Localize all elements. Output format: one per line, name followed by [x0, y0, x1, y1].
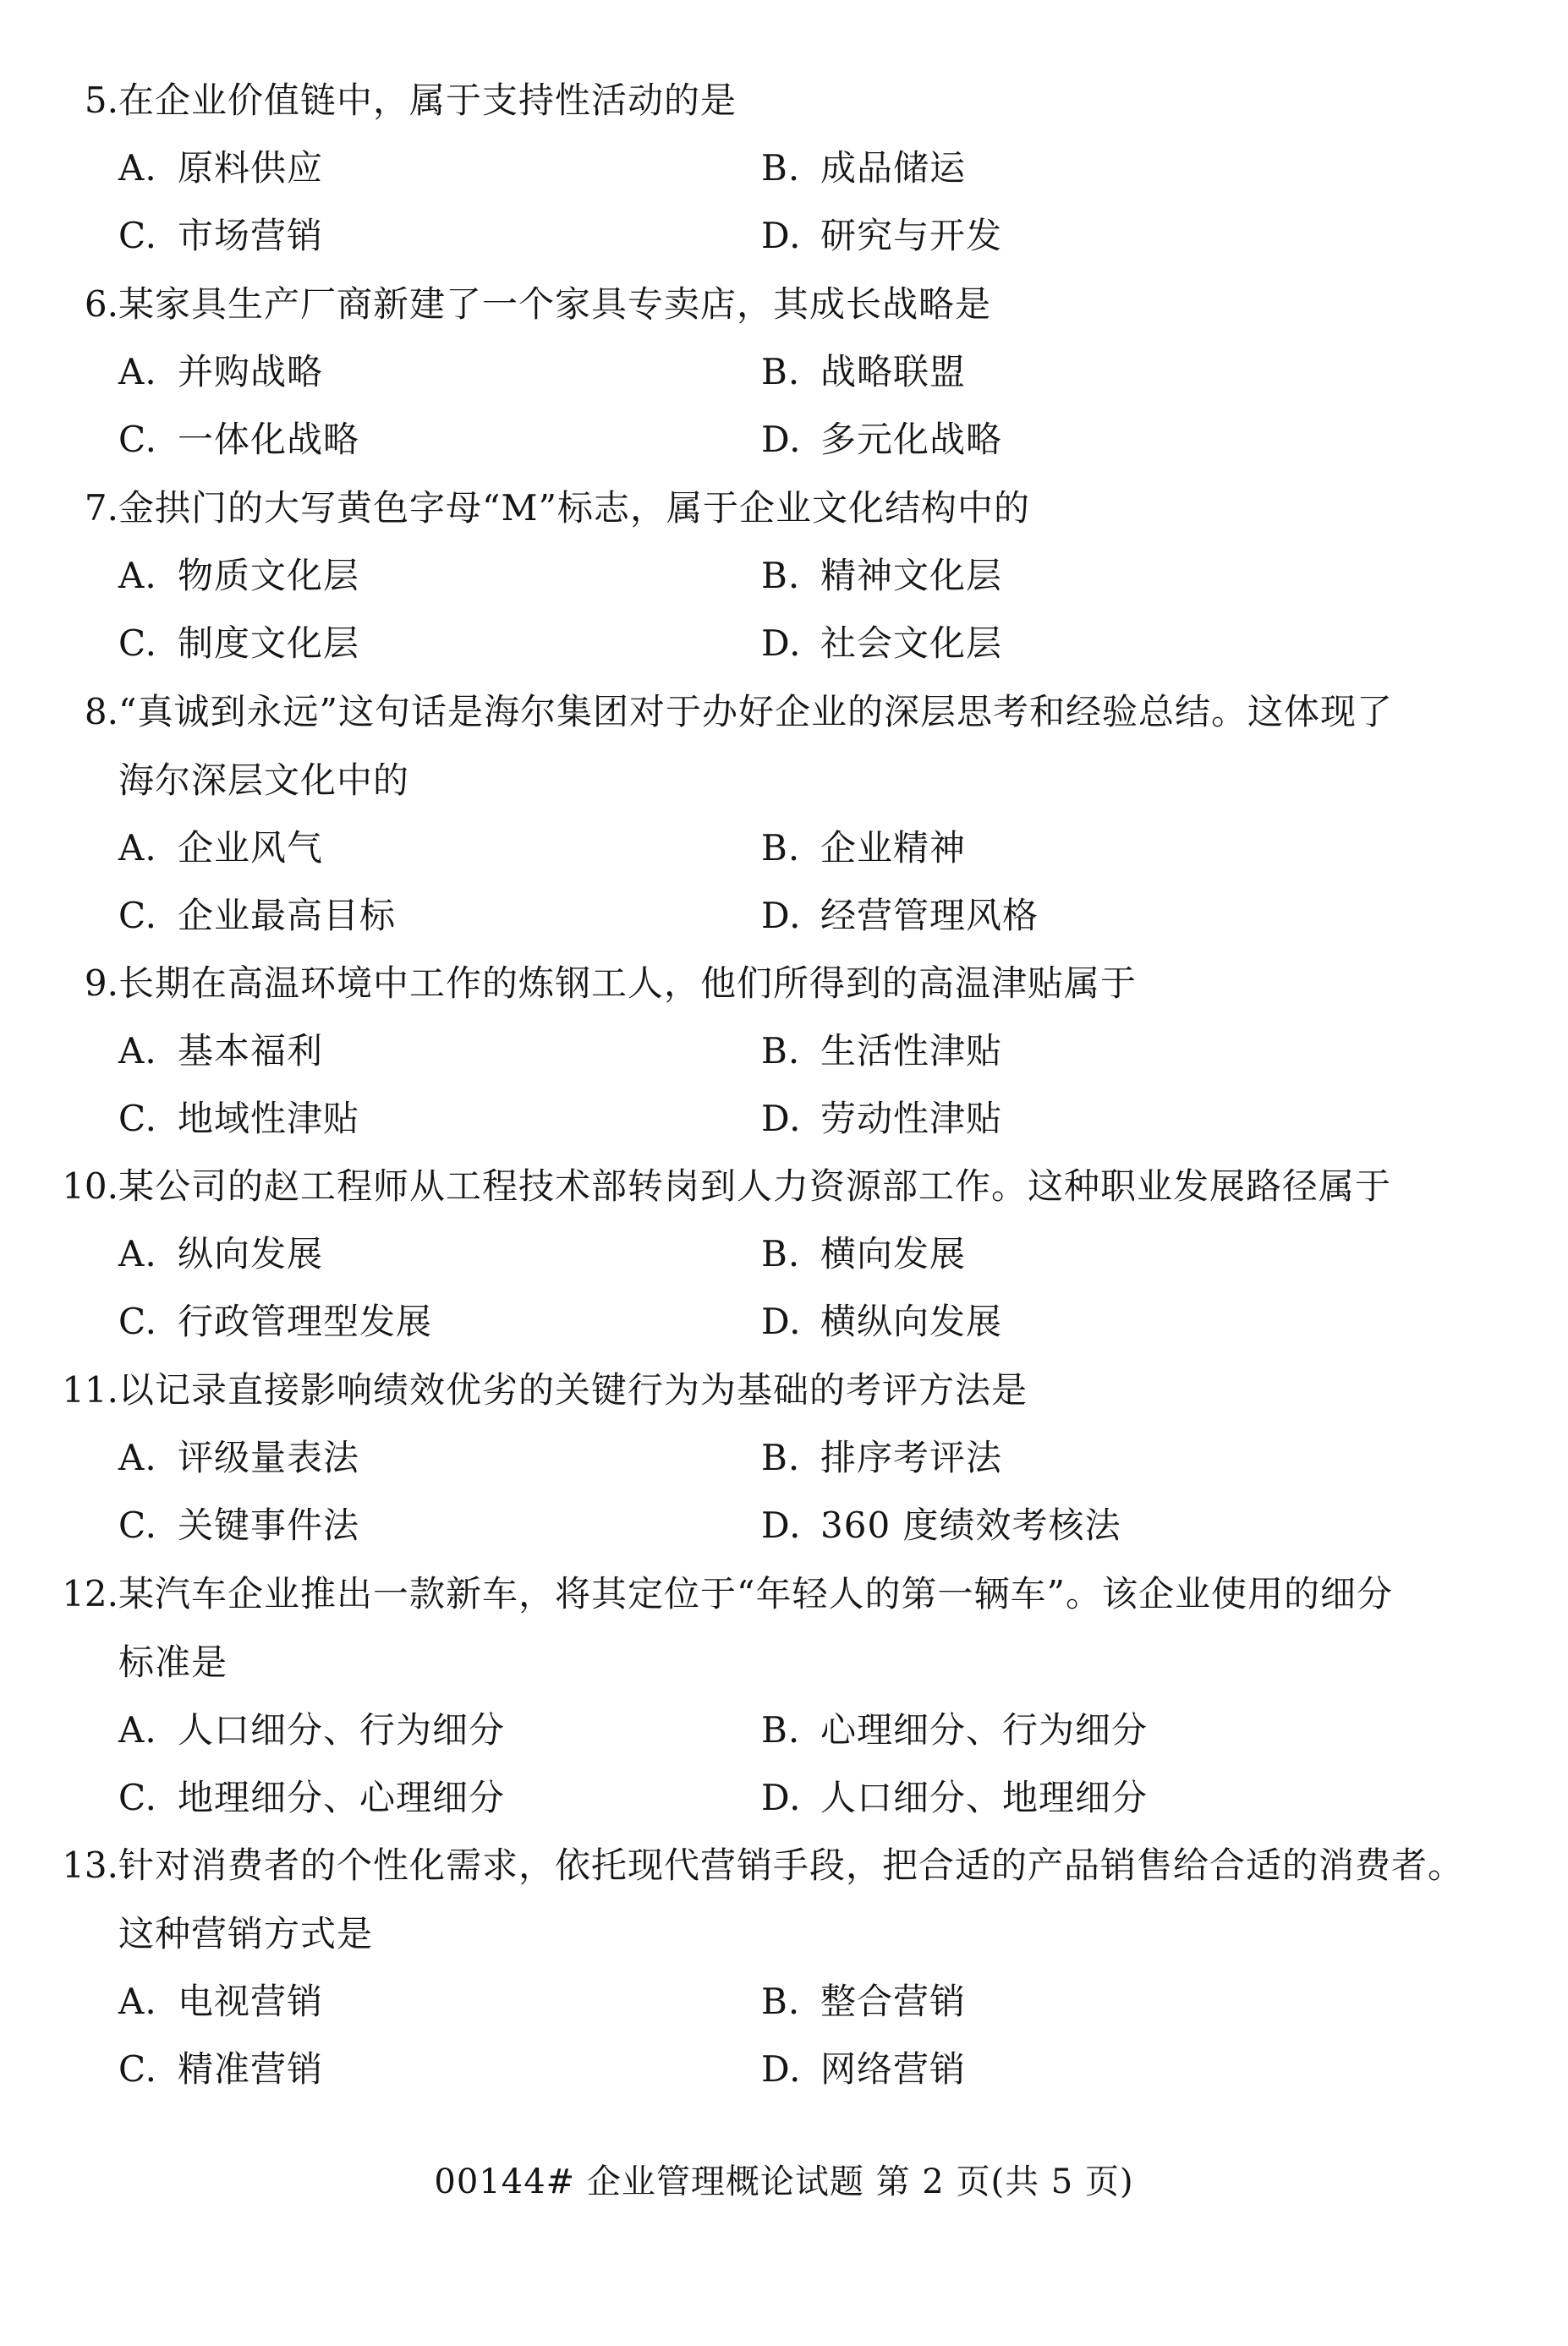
option-letter: A. [118, 827, 157, 869]
option-text: 精准营销 [178, 2048, 324, 2090]
option-d [761, 1764, 1404, 1832]
option-letter: B. [761, 827, 801, 869]
option-b [761, 814, 1404, 882]
option-letter: A. [118, 1030, 157, 1072]
option-letter: D. [761, 215, 802, 256]
option-letter: C. [118, 1301, 157, 1342]
question-number: 8. [84, 691, 118, 732]
question-number: 13. [62, 1844, 118, 1886]
option-letter: A. [118, 555, 157, 596]
option-letter: B. [761, 1981, 801, 2022]
option-text: 行政管理型发展 [178, 1301, 433, 1342]
option-text: 纵向发展 [178, 1233, 324, 1274]
option-d [761, 1492, 1404, 1559]
option-text: 横向发展 [820, 1233, 967, 1274]
option-grid [51, 1696, 1505, 1832]
option-a [118, 338, 761, 406]
option-d [761, 2036, 1404, 2103]
option-grid [51, 1017, 1505, 1153]
option-c [118, 202, 761, 270]
option-text: 横纵向发展 [820, 1301, 1003, 1342]
question-text-continued: 标准是 [118, 1642, 228, 1683]
option-letter: D. [761, 895, 802, 936]
question-stem [51, 677, 1505, 746]
question-number: 6. [84, 283, 118, 325]
question-text: 以记录直接影响绩效优劣的关键行为为基础的考评方法是 [118, 1369, 1028, 1411]
option-letter: C. [118, 1098, 157, 1139]
option-letter: C. [118, 895, 157, 936]
question-stem-continued [51, 1899, 1505, 1968]
question-text: 金拱门的大写黄色字母“M”标志，属于企业文化结构中的 [118, 487, 1030, 529]
option-letter: A. [118, 1437, 157, 1478]
option-letter: C. [118, 2048, 157, 2090]
question-text: 某家具生产厂商新建了一个家具专卖店，其成长战略是 [118, 283, 992, 325]
option-letter: B. [761, 555, 801, 596]
option-text: 战略联盟 [820, 351, 967, 392]
option-text: 研究与开发 [820, 215, 1003, 256]
question-text: 在企业价值链中，属于支持性活动的是 [118, 79, 737, 121]
option-letter: B. [761, 1709, 801, 1751]
option-c [118, 2036, 761, 2103]
option-text: 制度文化层 [178, 622, 360, 664]
option-grid [51, 814, 1505, 950]
question-6 [51, 270, 1505, 474]
option-d [761, 1288, 1404, 1356]
question-stem-continued [51, 746, 1505, 814]
option-letter: A. [118, 351, 157, 392]
option-letter: D. [761, 1301, 802, 1342]
option-text: 评级量表法 [178, 1437, 360, 1478]
question-text: 某公司的赵工程师从工程技术部转岗到人力资源部工作。这种职业发展路径属于 [118, 1165, 1392, 1207]
option-a [118, 814, 761, 882]
question-number: 5. [84, 79, 118, 121]
option-text: 生活性津贴 [820, 1030, 1003, 1072]
question-stem [51, 1356, 1505, 1424]
question-number: 11. [62, 1369, 118, 1411]
option-letter: D. [761, 1505, 802, 1546]
question-12 [51, 1559, 1505, 1832]
option-letter: B. [761, 1030, 801, 1072]
question-text-continued: 这种营销方式是 [118, 1913, 374, 1954]
option-letter: C. [118, 215, 157, 256]
option-text: 基本福利 [178, 1030, 324, 1072]
option-letter: C. [118, 1777, 157, 1818]
question-9 [51, 949, 1505, 1153]
option-text: 企业风气 [178, 827, 324, 869]
option-text: 360 度绩效考核法 [820, 1505, 1121, 1546]
question-text-continued: 海尔深层文化中的 [118, 759, 410, 801]
option-text: 劳动性津贴 [820, 1098, 1003, 1139]
option-letter: A. [118, 147, 157, 189]
option-letter: A. [118, 1709, 157, 1751]
question-number: 12. [62, 1573, 118, 1614]
option-letter: B. [761, 1437, 801, 1478]
option-letter: D. [761, 2048, 802, 2090]
option-c [118, 1085, 761, 1153]
option-text: 人口细分、地理细分 [820, 1777, 1149, 1818]
option-letter: A. [118, 1233, 157, 1274]
option-letter: A. [118, 1981, 157, 2022]
question-stem [51, 270, 1505, 338]
option-text: 企业最高目标 [178, 895, 397, 936]
option-d [761, 1085, 1404, 1153]
option-b [761, 134, 1404, 202]
option-a [118, 542, 761, 610]
option-b [761, 1696, 1404, 1764]
option-d [761, 882, 1404, 950]
option-b [761, 338, 1404, 406]
option-c [118, 1764, 761, 1832]
question-7 [51, 474, 1505, 677]
option-letter: D. [761, 622, 802, 664]
option-letter: C. [118, 1505, 157, 1546]
option-grid [51, 338, 1505, 474]
option-c [118, 1288, 761, 1356]
option-text: 原料供应 [178, 147, 324, 189]
option-text: 并购战略 [178, 351, 324, 392]
option-c [118, 882, 761, 950]
question-number: 9. [84, 962, 118, 1004]
option-text: 社会文化层 [820, 622, 1003, 664]
option-a [118, 134, 761, 202]
option-a [118, 1696, 761, 1764]
option-grid [51, 134, 1505, 270]
option-c [118, 610, 761, 677]
option-grid [51, 1968, 1505, 2103]
option-a [118, 1424, 761, 1492]
option-text: 人口细分、行为细分 [178, 1709, 506, 1751]
option-grid [51, 1424, 1505, 1559]
question-stem [51, 1559, 1505, 1628]
option-b [761, 1424, 1404, 1492]
option-letter: D. [761, 419, 802, 460]
question-13 [51, 1831, 1505, 2103]
option-text: 物质文化层 [178, 555, 360, 596]
option-text: 网络营销 [820, 2048, 967, 2090]
question-stem [51, 1152, 1505, 1220]
question-text: 针对消费者的个性化需求，依托现代营销手段，把合适的产品销售给合适的消费者。 [118, 1844, 1465, 1886]
option-a [118, 1220, 761, 1288]
question-text: “真诚到永远”这句话是海尔集团对于办好企业的深层思考和经验总结。这体现了 [118, 691, 1393, 732]
option-text: 排序考评法 [820, 1437, 1003, 1478]
option-text: 多元化战略 [820, 419, 1003, 460]
option-b [761, 1220, 1404, 1288]
question-stem-continued [51, 1628, 1505, 1696]
question-number: 7. [84, 487, 118, 529]
question-text: 长期在高温环境中工作的炼钢工人，他们所得到的高温津贴属于 [118, 962, 1138, 1004]
option-letter: B. [761, 351, 801, 392]
option-text: 精神文化层 [820, 555, 1003, 596]
option-letter: B. [761, 147, 801, 189]
question-10 [51, 1152, 1505, 1356]
option-text: 经营管理风格 [820, 895, 1039, 936]
question-text: 某汽车企业推出一款新车，将其定位于“年轻人的第一辆车”。该企业使用的细分 [118, 1573, 1393, 1614]
option-grid [51, 1220, 1505, 1356]
option-text: 关键事件法 [178, 1505, 360, 1546]
option-b [761, 542, 1404, 610]
question-stem [51, 1831, 1505, 1899]
option-text: 整合营销 [820, 1981, 967, 2022]
question-stem [51, 949, 1505, 1017]
option-d [761, 202, 1404, 270]
option-d [761, 406, 1404, 474]
question-8 [51, 677, 1505, 950]
option-text: 电视营销 [178, 1981, 324, 2022]
option-b [761, 1017, 1404, 1085]
option-text: 地域性津贴 [178, 1098, 360, 1139]
question-number: 10. [62, 1165, 118, 1207]
option-d [761, 610, 1404, 677]
option-text: 市场营销 [178, 215, 324, 256]
option-c [118, 1492, 761, 1559]
option-b [761, 1968, 1404, 2036]
question-stem [51, 474, 1505, 542]
option-text: 地理细分、心理细分 [178, 1777, 506, 1818]
option-grid [51, 542, 1505, 677]
option-c [118, 406, 761, 474]
option-text: 成品储运 [820, 147, 967, 189]
option-text: 企业精神 [820, 827, 967, 869]
option-letter: D. [761, 1098, 802, 1139]
option-a [118, 1017, 761, 1085]
question-stem [51, 66, 1505, 134]
option-letter: C. [118, 419, 157, 460]
option-text: 一体化战略 [178, 419, 360, 460]
option-a [118, 1968, 761, 2036]
question-11 [51, 1356, 1505, 1559]
option-letter: B. [761, 1233, 801, 1274]
option-text: 心理细分、行为细分 [820, 1709, 1149, 1751]
option-letter: C. [118, 622, 157, 664]
page-footer: 00144# 企业管理概论试题 第 2 页(共 5 页) [434, 2162, 1134, 2201]
option-letter: D. [761, 1777, 802, 1818]
question-5 [51, 66, 1505, 270]
